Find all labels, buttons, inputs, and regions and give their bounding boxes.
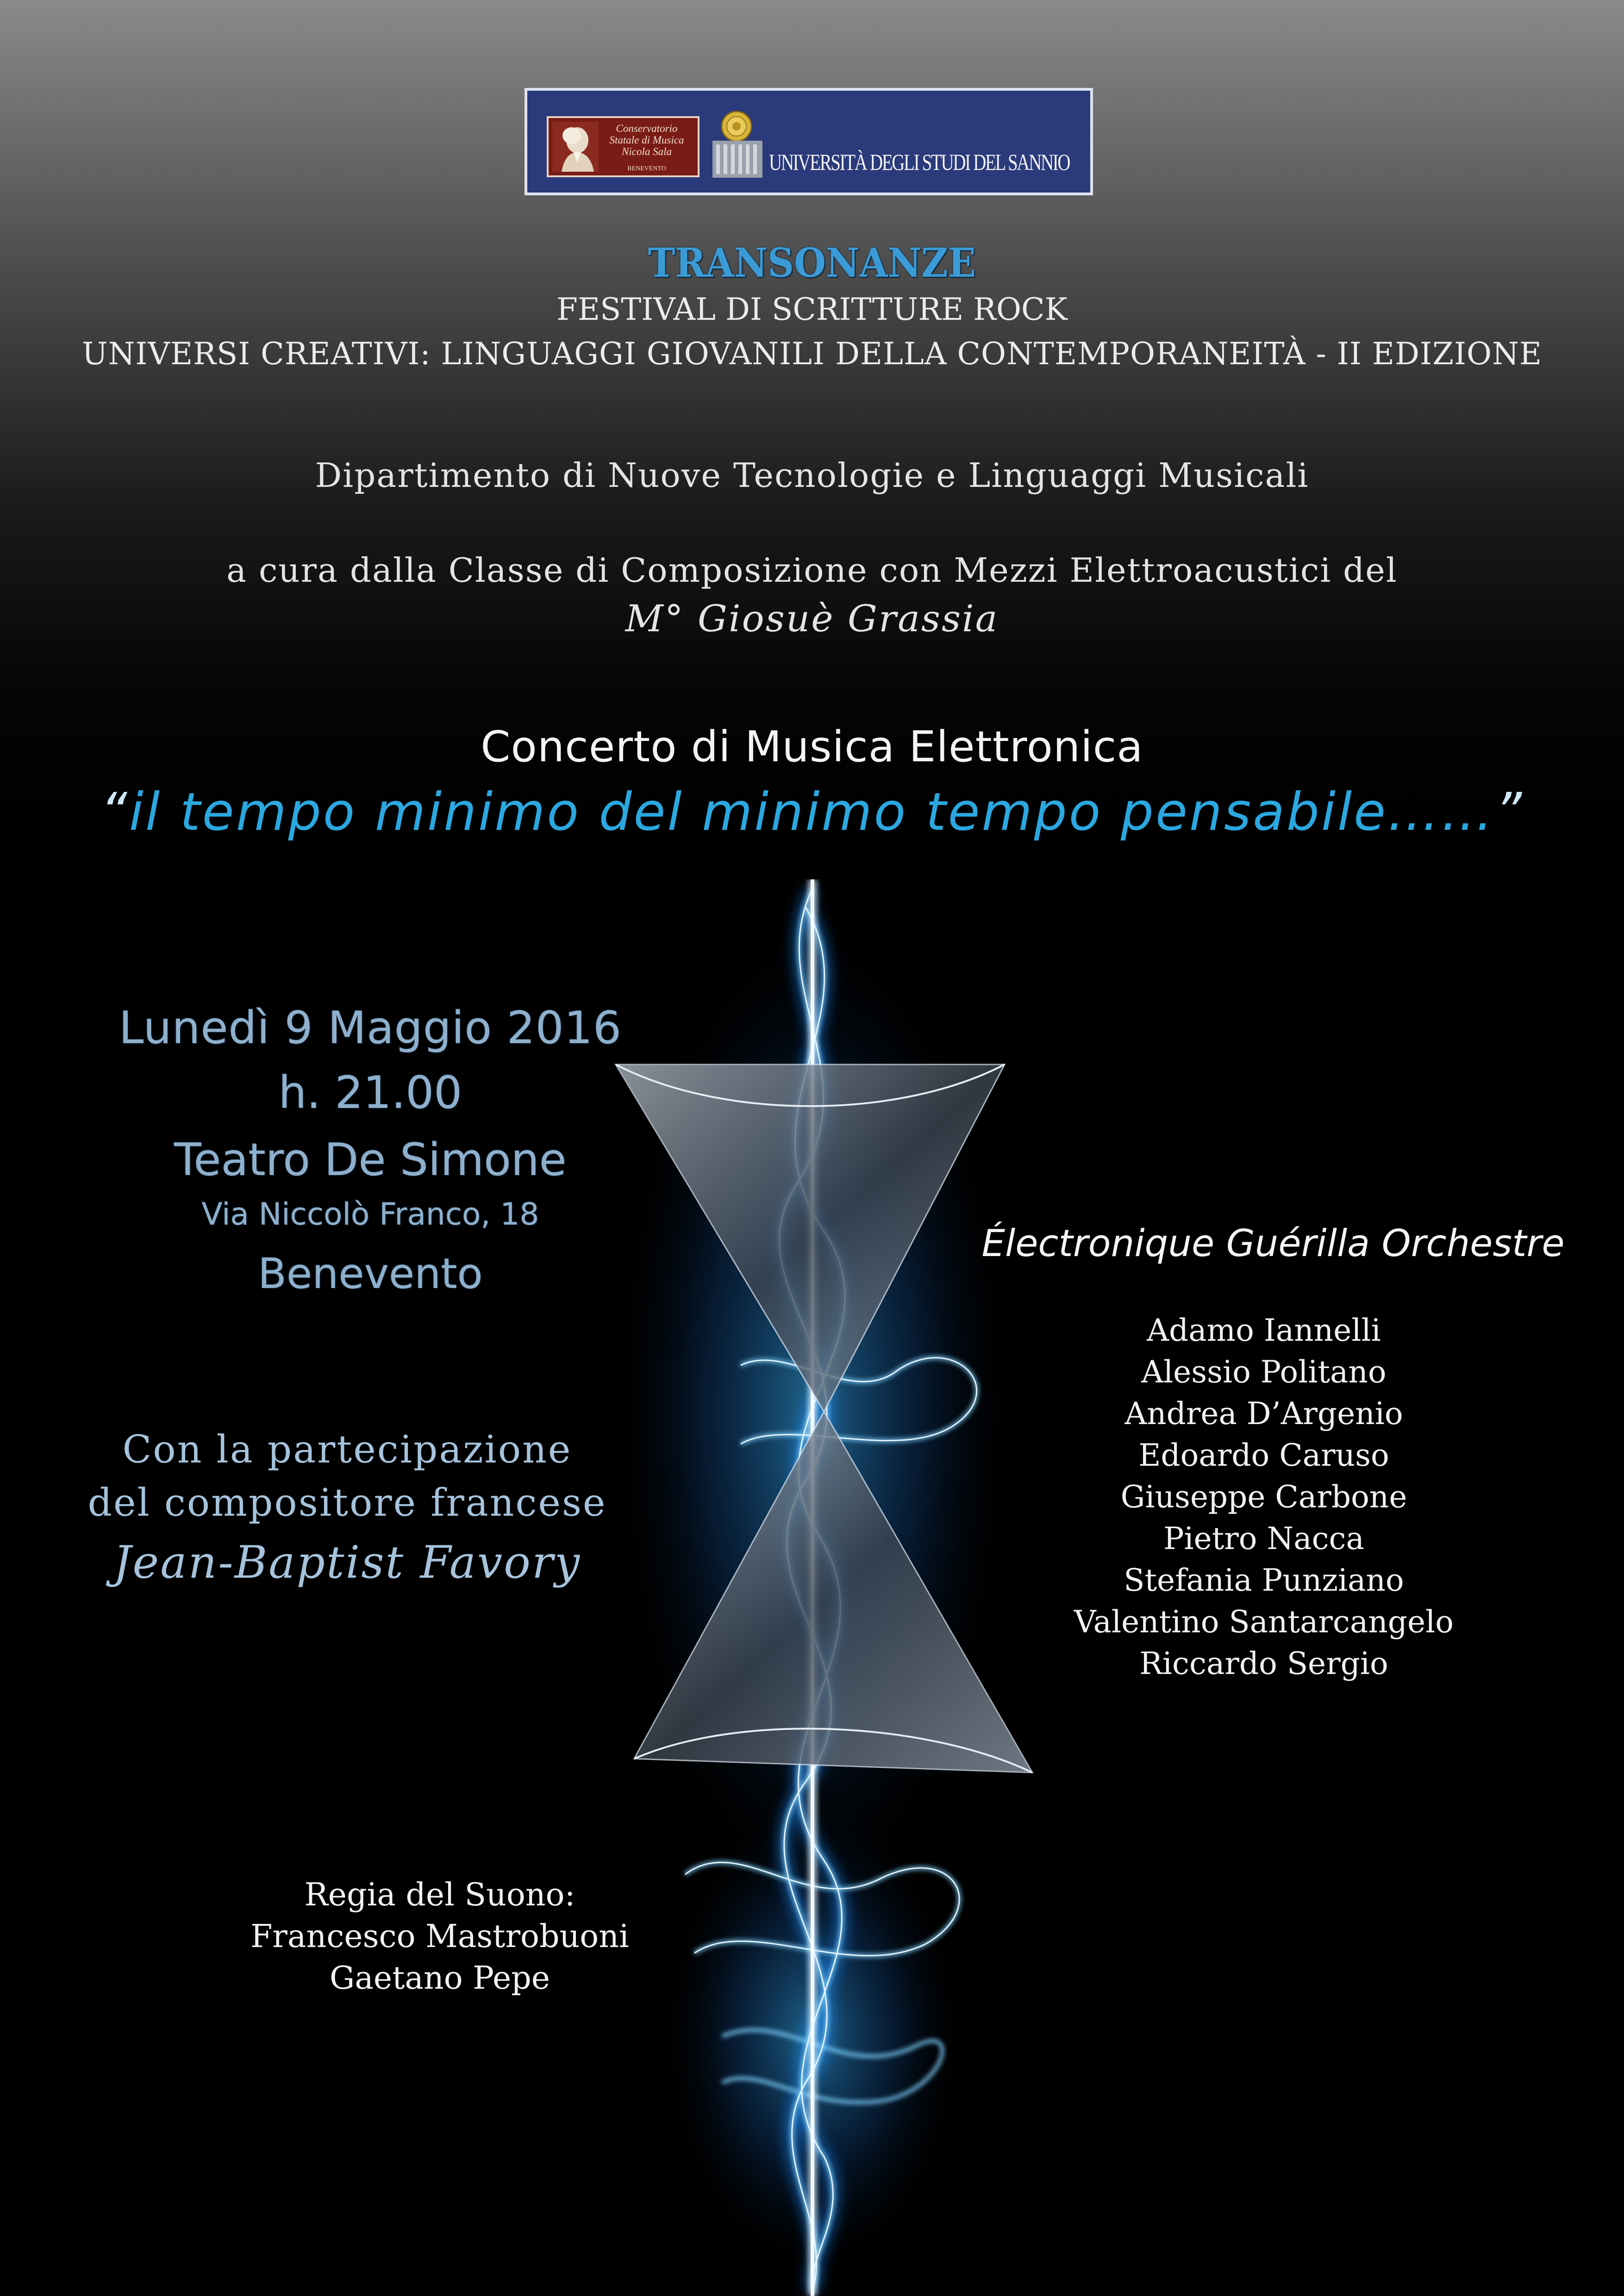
performer-name: Stefania Punziano [1124,1562,1404,1598]
university-building-icon [712,141,762,178]
performer-name: Giuseppe Carbone [1120,1479,1407,1515]
festival-name: TRANSONANZE [648,240,976,286]
concert-quote-text: il tempo minimo del minimo tempo pensabile…… [129,782,1495,842]
teacher-name: M° Giosuè Grassia [625,597,999,640]
festival-edition: UNIVERSI CREATIVI: LINGUAGGI GIOVANILI DELLA CONTEMPORANEITÀ - II EDIZIONE [81,336,1543,372]
event-date: Lunedì 9 Maggio 2016 [119,1002,622,1054]
sound-direction-label: Regia del Suono: [304,1877,575,1913]
participation-line-2: del compositore francese [87,1481,607,1525]
concert-title: Concerto di Musica Elettronica [481,722,1143,772]
performer-name: Riccardo Sergio [1139,1646,1388,1681]
conservatorio-city: BENEVENTO [627,165,666,172]
performer-name: Andrea D’Argenio [1124,1396,1403,1431]
performer-name: Pietro Nacca [1163,1521,1364,1556]
performer-name: Adamo Iannelli [1147,1313,1381,1348]
event-city: Benevento [258,1250,483,1298]
university-seal-icon [712,110,761,143]
event-address: Via Niccolò Franco, 18 [201,1196,539,1232]
performers-list [1032,1310,1495,1685]
sound-engineer: Francesco Mastrobuoni [250,1918,629,1955]
quote-close-mark: ” [1495,782,1524,842]
performer-name: Edoardo Caruso [1138,1437,1389,1473]
guest-composer: Jean-Baptist Favory [113,1537,581,1588]
university-name: UNIVERSITÀ DEGLI STUDI DEL SANNIO [769,149,1070,175]
department: Dipartimento di Nuove Tecnologie e Linguaggi Musicali [315,456,1309,495]
performer-name: Alessio Politano [1141,1354,1387,1390]
participation-line-1: Con la partecipazione [122,1428,572,1472]
event-venue: Teatro De Simone [174,1134,567,1186]
logo-banner [525,88,1093,195]
orchestra-name: Électronique Guérilla Orchestre [981,1222,1565,1265]
sound-engineer: Gaetano Pepe [329,1960,550,1997]
curated-by: a cura dalla Classe di Composizione con Mezzi Elettroacustici del [226,551,1398,590]
mozart-portrait-icon [552,122,599,172]
conservatorio-name: Conservatorio Statale di Musica Nicola Sala [609,123,684,157]
festival-subtitle: FESTIVAL DI SCRITTURE ROCK [556,292,1068,327]
conservatorio-logo [547,116,700,177]
performer-name: Valentino Santarcangelo [1074,1604,1454,1640]
event-time: h. 21.00 [278,1067,462,1119]
concert-quote [0,782,1624,842]
quote-open-mark: “ [100,782,129,842]
